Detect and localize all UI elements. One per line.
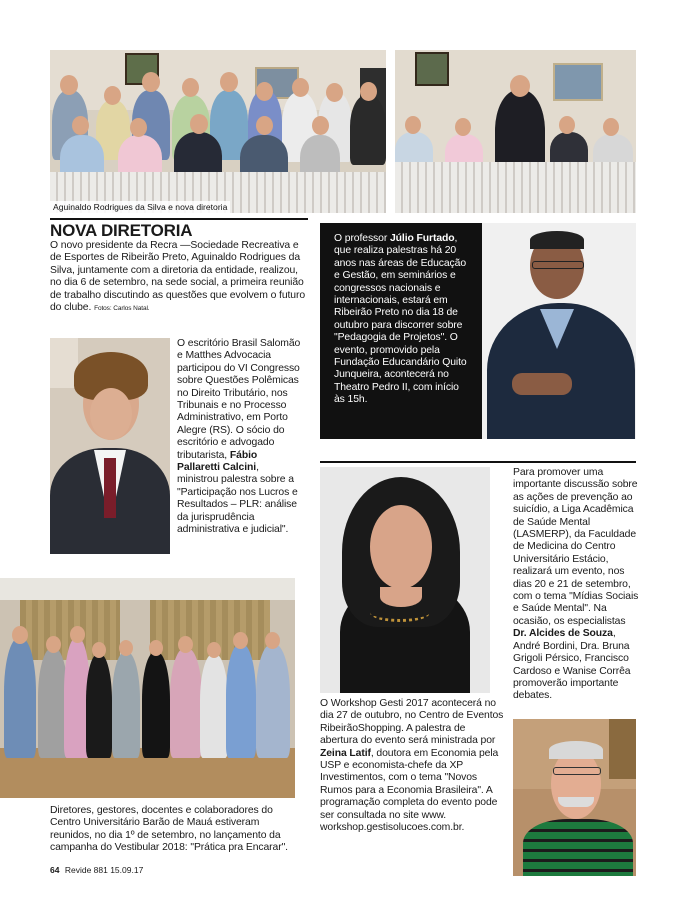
photo-fabio-calcini (50, 338, 170, 554)
lasmerp-article: Para promover uma importante discussão sobre as ações de prevenção ao suicídio, a Liga Acadêmica de Saúde Mental (LASMERP), da Faculdade de Medicina do Centro Universitário Estácio, realizará um evento, nos dias 20 e 21 de setembro, com o tema "Mídias Sociais e Saúde Mental". Na ocasião, os especialistas Dr. Alcides de Souza, André Bordini, Dra. Bruna Grigoli Pérsico, Francisco Cardoso e Wanise Corrêa promoverão importante debates. (513, 467, 639, 702)
tablecloth (395, 162, 636, 213)
photo-barao-de-maua (0, 578, 295, 798)
wall-painting (415, 52, 449, 86)
photo-julio-furtado (482, 223, 636, 439)
photo-alcides-souza (513, 719, 636, 876)
section-rule (50, 218, 308, 220)
fabio-calcini-article: O escritório Brasil Salomão e Matthes Advocacia participou do VI Congresso sobre Questões Polêmicas no Direito Tributário, nos Tribunais e no Processo Administrativo, em Porto Alegre (RS). O sócio do escritório e advogado tributarista, Fábio Pallaretti Calcini, ministrou palestra sobre a "Participação nos Lucros e Resultados – PLR: análise da jurisprudência administrativa e judicial". (177, 338, 301, 536)
photo-recra-meeting (395, 50, 636, 213)
photo-caption: Aguinaldo Rodrigues da Silva e nova diretoria (50, 201, 230, 213)
section-title: NOVA DIRETORIA (50, 221, 193, 240)
photo-credit: Fotos: Carlos Natal. (94, 305, 150, 313)
speaker-name: Júlio Furtado (389, 233, 455, 244)
page-number: 64 (50, 865, 60, 875)
photo-recra-board (50, 50, 386, 213)
issue-info: Revide 881 15.09.17 (64, 865, 144, 875)
page-footer (50, 865, 143, 875)
fabio-name: Fábio Pallaretti Calcini (177, 449, 258, 474)
recra-body: O novo presidente da Recra —Sociedade Recreativa e de Esportes de Ribeirão Preto, Aguinaldo Rodrigues da Silva, juntamente com a diretoria da entidade, realizou, no dia 6 de setembro, na sede social, a primeira reunião de trabalho discutindo as questões que evolvem o futuro do clube. (50, 240, 306, 314)
alcides-name: Dr. Alcides de Souza (513, 628, 613, 640)
photo-zeina-latif (320, 467, 490, 693)
recra-article (50, 240, 312, 315)
section-rule (320, 461, 636, 463)
wall-painting (553, 63, 603, 101)
zeina-name: Zeina Latif (320, 747, 371, 759)
maua-caption: Diretores, gestores, docentes e colaboradores do Centro Universitário Barão de Mauá estiveram reunidos, no dia 1º de setembro, no lançamento da campanha do Vestibular 2018: "Prática pra Encarar". (50, 805, 288, 854)
gesti-article: O Workshop Gesti 2017 acontecerá no dia 27 de outubro, no Centro de Eventos RibeirãoShopping. A palestra de abertura do evento será ministrada por Zeina Latif, doutora em Economia pela USP e economista-chefe da XP Investimentos, com o tema "Novos Rumos para a Economia Brasileira". A programação completa do evento pode ser consultada no site www. workshop.gestisolucoes.com.br. (320, 698, 504, 834)
julio-furtado-text: O professor Júlio Furtado, que realiza palestras há 20 anos nas áreas de Educação e Gestão, em seminários e congressos nacionais e internacionais, estará em Ribeirão Preto no dia 18 de outubro para discorrer sobre "Pedagogia de Projetos". O evento, promovido pela Fundação Educandário Quito Junqueira, acontecerá no Theatro Pedro II, com início às 15h. (334, 233, 467, 406)
